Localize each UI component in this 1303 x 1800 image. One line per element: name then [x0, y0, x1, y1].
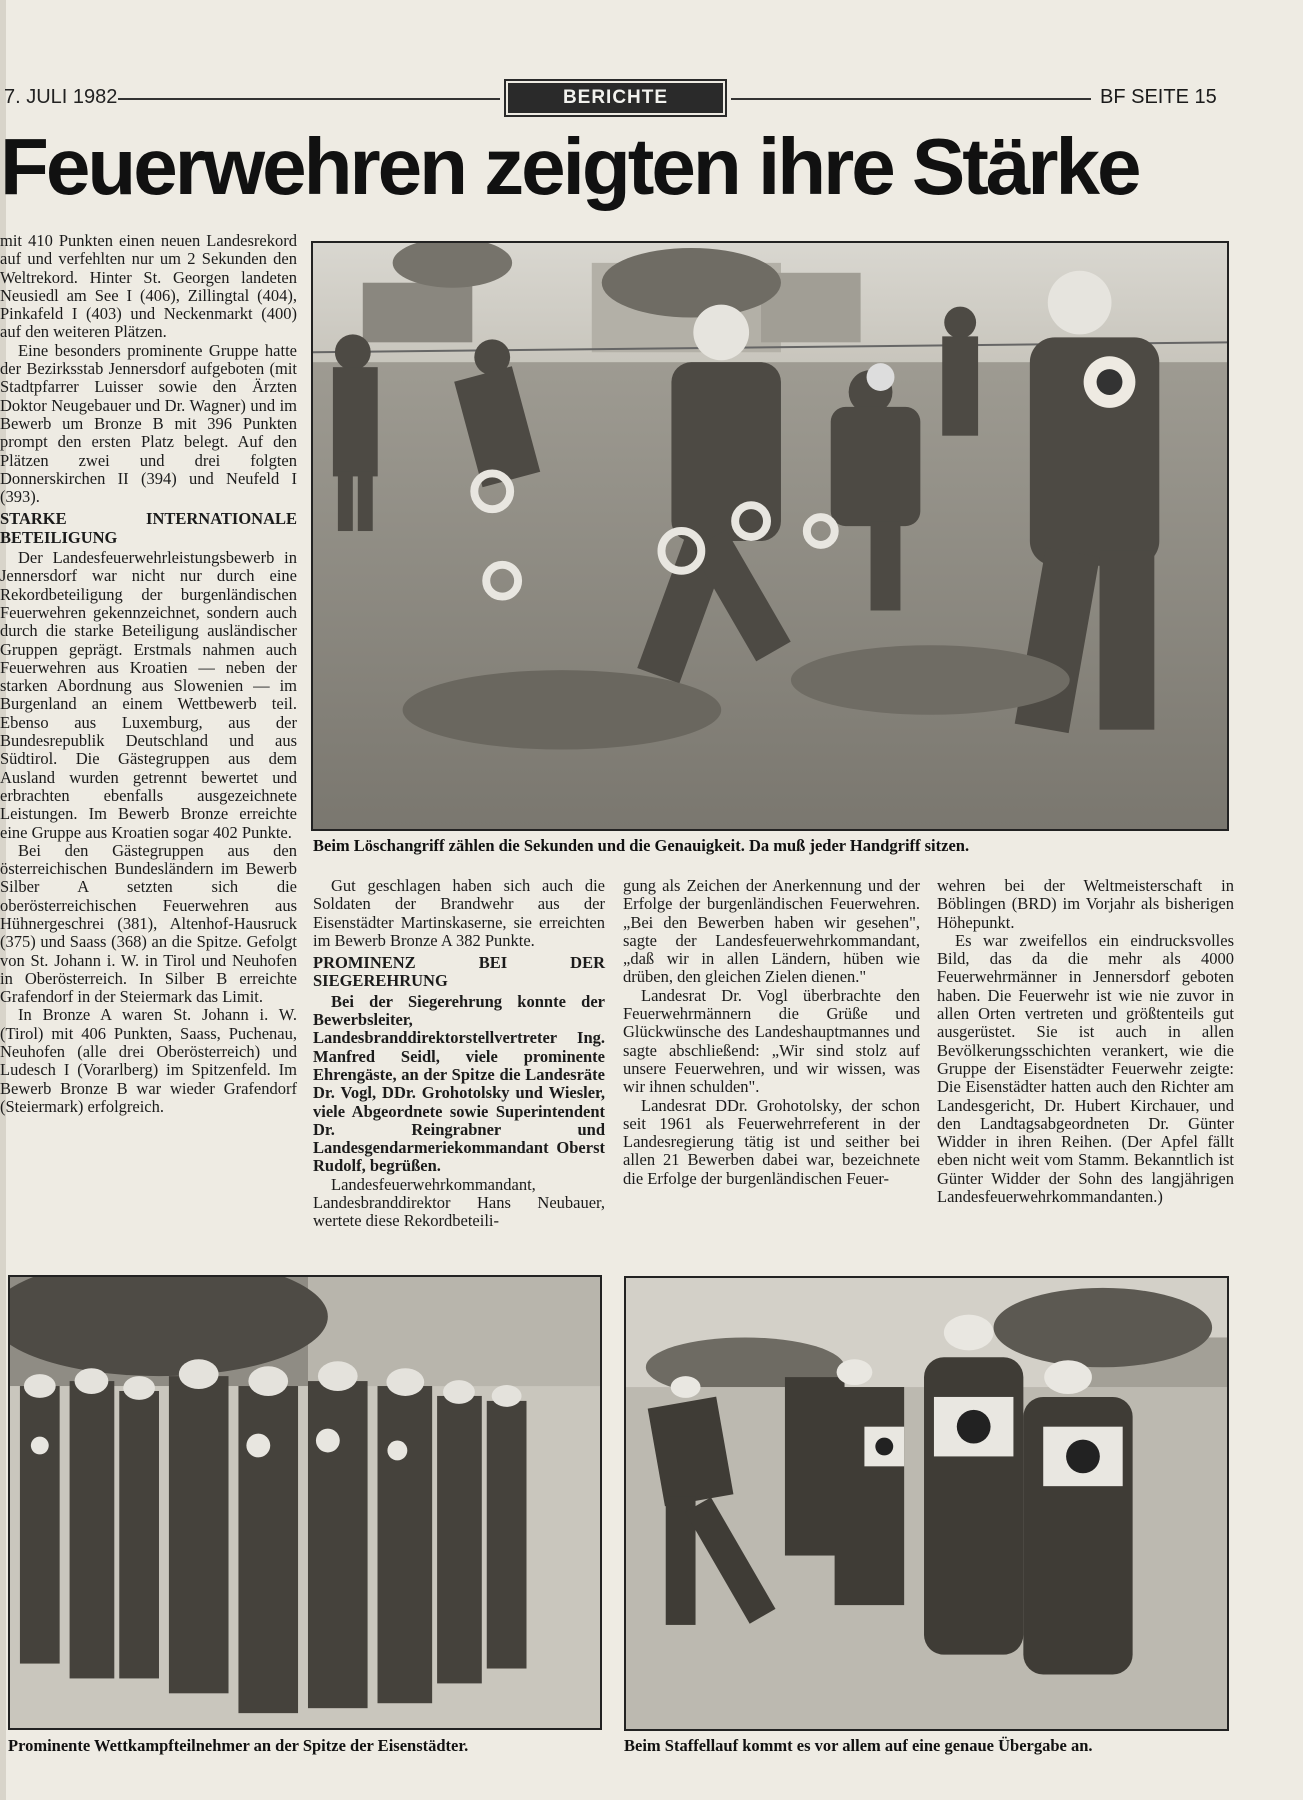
article-column-3 — [623, 877, 920, 1188]
paragraph: Gut geschlagen haben sich auch die Soldaten der Brandwehr aus der Eisenstädter Martinskaserne, sie erreichten im Bewerb Bronze A 382 Punkte. — [313, 876, 605, 950]
header-rule-right — [731, 98, 1091, 100]
page-number: BF SEITE 15 — [1100, 86, 1217, 108]
photo-fire-drill-image — [313, 243, 1227, 829]
headline: Feuerwehren zeigten ihre Stärke — [0, 122, 1139, 211]
article-left-column — [0, 232, 297, 1116]
photo-caption-relay: Beim Staffellauf kommt es vor allem auf eine genaue Übergabe an. — [624, 1736, 1093, 1755]
photo-fire-drill — [311, 241, 1229, 831]
photo-caption-main: Beim Löschangriff zählen die Sekunden und die Genauigkeit. Da muß jeder Handgriff sitzen. — [313, 836, 970, 855]
paragraph: wehren bei der Weltmeisterschaft in Böblingen (BRD) im Vorjahr als bisherigen Höhepunkt. — [937, 876, 1234, 932]
paragraph: Der Landesfeuerwehrleistungsbewerb in Jennersdorf war nicht nur durch eine Rekordbeteiligung der burgenländischen Feuerwehren gekennzeichnet, sondern auch durch die starke Beteiligung ausländischer Gruppen geprägt. Erstmals nahmen auch Feuerwehren aus Kroatien — neben der starken Abordnung aus Slowenien — im Burgenland an einem Wettbewerb teil. Ebenso aus Luxemburg, aus der Bundesrepublik Deutschland und aus Südtirol. Die Gästegruppen aus dem Ausland wurden getrennt bewertet und erbrachten ebenfalls ausgezeichnete Leistungen. Im Bewerb Bronze erreichte eine Gruppe aus Kroatien sogar 402 Punkte. — [0, 548, 297, 842]
paragraph: Es war zweifellos ein eindrucksvolles Bild, das da die mehr als 4000 Feuerwehrmänner in Jennersdorf geboten haben. Die Feuerwehr ist wie nie zuvor in allen Orten vertreten und größtenteils gut ausgerüstet. Sie ist auch in allen Bevölkerungsschichten verankert, wie die Gruppe der Eisenstädter Feuerwehr zeigte: Die Eisenstädter hatten auch den Richter am Landesgericht, Dr. Hubert Kirchauer, und den Landtagsabgeordneten Dr. Günter Widder in ihren Reihen. (Der Apfel fällt eben nicht weit vom Stamm. Bekanntlich ist Günter Widder der Sohn des langjährigen Landesfeuerwehrkommandanten.) — [937, 930, 1234, 1207]
article-column-4 — [937, 877, 1234, 1206]
paragraph: Landesrat Dr. Vogl überbrachte den Feuerwehrmännern die Grüße und Glückwünsche des Landeshauptmannes und sagte abschließend: „Wir sind stolz auf unsere Feuerwehren, und wir wissen, was wir ihnen schulden". — [623, 985, 920, 1097]
paragraph: Bei der Siegerehrung konnte der Bewerbsleiter, Landesbranddirektorstellvertreter Ing. Manfred Seidl, viele prominente Ehrengäste, an der Spitze die Landesräte Dr. Vogl, DDr. Grohotolsky und Wiesler, viele Abgeordnete sowie Superintendent Dr. Reingrabner und Landesgendarmeriekommandant Oberst Rudolf, begrüßen. — [313, 991, 605, 1176]
photo-caption-march: Prominente Wettkampfteilnehmer an der Spitze der Eisenstädter. — [8, 1736, 469, 1755]
paragraph: Bei den Gästegruppen aus den österreichischen Bundesländern im Bewerb Silber A setzten sich die oberösterreichischen Feuerwehren aus Hühnergeschrei (381), Altenhof-Hausruck (375) und Saass (368) an die Spitze. Gefolgt von St. Johann i. W. in Tirol und Neuhofen in Oberösterreich. In Silber B erreichte Grafendorf in der Steiermark das Limit. — [0, 840, 297, 1007]
paragraph: Landesrat DDr. Grohotolsky, der schon seit 1961 als Feuerwehrreferent in der Landesregierung tätig ist und seither bei allen 21 Bewerben dabei war, bezeichnete die Erfolge der burgenländischen Feuer- — [623, 1095, 920, 1188]
photo-march — [8, 1275, 602, 1730]
paragraph: mit 410 Punkten einen neuen Landesrekord auf und verfehlten nur um 2 Sekunden den Weltrekord. Hinter St. Georgen landeten Neusiedl am See I (406), Zillingtal (404), Pinkafeld I (403) und Neckenmarkt (400) auf den weiteren Plätzen. — [0, 231, 297, 342]
photo-march-image — [10, 1277, 600, 1728]
photo-relay-image — [626, 1278, 1227, 1729]
paragraph: Eine besonders prominente Gruppe hatte der Bezirksstab Jennersdorf aufgeboten (mit Stadtpfarrer Luisser sowie den Ärzten Doktor Neugebauer und Dr. Wagner) und im Bewerb um Bronze B mit 396 Punkten prompt den ersten Platz belegt. Auf den Plätzen zwei und drei folgten Donnerskirchen II (394) und Neufeld I (393). — [0, 340, 297, 507]
header-rule-left — [118, 98, 500, 100]
issue-date: 7. JULI 1982 — [4, 86, 118, 108]
subheading: PROMINENZ BEI DER SIEGEREHRUNG — [313, 953, 605, 991]
paragraph: Landesfeuerwehrkommandant, Landesbranddirektor Hans Neubauer, wertete diese Rekordbeteili- — [313, 1174, 605, 1231]
section-label: BERICHTE — [508, 83, 723, 113]
subheading: STARKE INTERNATIONALE BETEILIGUNG — [0, 509, 297, 547]
paragraph: In Bronze A waren St. Johann i. W. (Tirol) mit 406 Punkten, Saass, Puchenau, Neuhofen (alle drei Oberösterreich) und Ludesch I (Vorarlberg) im Spitzenfeld. Im Bewerb Bronze B war wieder Grafendorf (Steiermark) erfolgreich. — [0, 1005, 297, 1116]
photo-relay — [624, 1276, 1229, 1731]
paragraph: gung als Zeichen der Anerkennung und der Erfolge der burgenländischen Feuerwehren. „Bei den Bewerben haben wir gesehen", sagte der Landesfeuerwehrkommandant, „daß wir in allen Ländern, hüben wie drüben, den gleichen Zielen dienen." — [623, 876, 920, 987]
article-column-2 — [313, 877, 605, 1231]
